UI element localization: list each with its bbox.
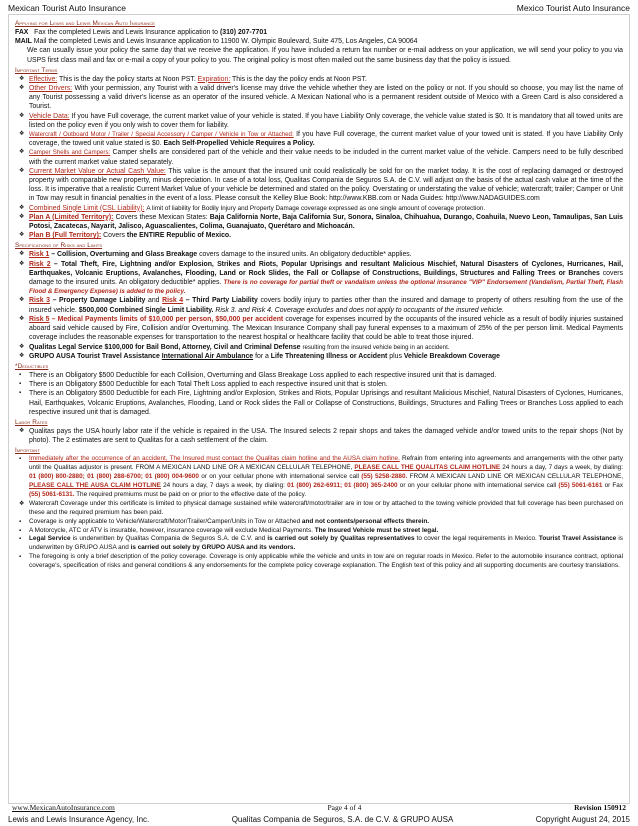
risk34-note: Risk 3. and Risk 4. Coverage excludes and does not apply to occupants of the insured vehicle. [215, 306, 504, 314]
risk2-text: covers damage to the insured units. An obligatory deductible* applies. [29, 269, 624, 287]
list-item [15, 352, 623, 361]
list-item [15, 315, 623, 343]
qualitas-intl-number: (55) 5258-2880. [361, 473, 408, 481]
diamond-bullet-icon: ❖ [19, 427, 25, 434]
diamond-bullet-icon: ❖ [19, 260, 25, 267]
risk2-note: There is no coverage for partial theft or vandalism unless the optional insurance "VIP" Endorsement (Vandalism, Partial Theft, Flash Flood & Emergency Expense) is added to the policy. [29, 279, 623, 296]
plan-a-label: Plan A (Limited Territory): [29, 213, 114, 221]
risk5-bold: – Medical Payments limits of $10,000 per person, $50,000 per accident [51, 315, 284, 323]
diamond-bullet-icon: ❖ [19, 352, 25, 359]
travel-assistance-text: is underwritten by GRUPO AUSA and [29, 535, 623, 552]
fax-line [15, 28, 623, 37]
other-drivers-text: With your permission, any Tourist with a valid driver's license may drive the vehicle whether they are listed on the policy or not. If you should so choose, you may list the name of any Tourist possessing a valid driver's license as an operator of the insured vehicle. A Mexican National who is a permanent resident outside of Mexico with a Green Card is also considered a Tourist. [29, 85, 623, 111]
section-title-risks: Specifications of Risks and Limits [15, 242, 103, 250]
diamond-bullet-icon: ❖ [19, 251, 25, 258]
square-bullet-icon: ▪ [19, 381, 22, 388]
plan-b-label: Plan B (Full Territory): [29, 232, 102, 240]
legal-service-bold2: is carried out solely by Qualitas representatives [267, 535, 415, 543]
important-text2: 24 hours a day, 7 days a week, by dialing: [502, 464, 623, 472]
risk2-label: Risk 2 [29, 260, 51, 268]
header-left: Mexican Tourist Auto Insurance [8, 3, 126, 13]
ausa-intl-number: (55) 5061-6161 [558, 482, 603, 490]
grupo-life: Life Threatening Illness or Accident [270, 352, 388, 360]
diamond-bullet-icon: ❖ [19, 112, 25, 119]
fax-number: (310) 207-7701 [219, 29, 268, 36]
important-text3: or on your cellular phone with international service call [201, 473, 359, 481]
diamond-bullet-icon: ❖ [19, 85, 25, 92]
expiration-label: Expiration: [197, 75, 231, 83]
list-item [15, 204, 623, 213]
section-title-deductibles: *Deductibles [15, 362, 49, 370]
section-title-terms: Important Terms [15, 66, 58, 74]
cmv-label: Current Market Value or Actual Cash Value: [29, 167, 166, 175]
effective-label: Effective: [29, 75, 58, 83]
mail-label: MAIL [15, 38, 32, 46]
list-item [15, 112, 623, 130]
fax-text: Fax the completed Lewis and Lewis Insurance application to [34, 29, 219, 36]
risk5-label: Risk 5 [29, 315, 50, 323]
list-item [15, 500, 623, 518]
square-bullet-icon: ▪ [19, 518, 22, 525]
diamond-bullet-icon: ❖ [19, 213, 25, 220]
terms-list [15, 75, 623, 241]
list-item [15, 380, 623, 389]
diamond-bullet-icon: ❖ [19, 204, 25, 211]
risk1-bold: – Collision, Overturning and Glass Breakage [51, 251, 198, 259]
csl-text: A limit of liability for Bodily Injury and Property Damage coverage expressed as one single amount of coverage protection. [146, 204, 486, 212]
camper-text: Camper shells are considered part of the vehicle and their value needs to be included in the current market value of the vehicle. Campers need to be fully described with the current market value stated separately. [29, 149, 623, 166]
deductibles-list [15, 371, 623, 417]
list-item [15, 75, 623, 84]
motorcycle-text: A Motorcycle, ATC or ATV is insurable, however, insurance coverage will exclude Medical Payments. [29, 526, 313, 534]
vehicle-data-text: If you have Full coverage, the current market value of your vehicle is stated. If you have Liability Only coverage, the vehicle value stated is $0. It is mandatory that all towed units are listed on the policy even if you only wish to cover them for liability. [29, 112, 624, 129]
diamond-bullet-icon: ❖ [19, 232, 25, 239]
watercraft-coverage-text: Watercraft Coverage under this certificate is limited to physical damage sustained while watercraft/motor/trailer are in tow or by attached to the towing vehicle provided that full coverage has been purchased on these and the required premium has been paid. [29, 499, 623, 516]
labor-text: Qualitas pays the USA hourly labor rate if the vehicle is repaired in the USA. The Insured selects 2 repair shops and takes the damaged vehicle and/or towed units to the repair shops (Not by photo). The 2 estimates are sent to Qualitas for a cash settlement of the claim. [29, 427, 623, 445]
list-item [15, 84, 623, 112]
footer-carriers: Qualitas Compania de Seguros, S.A. de C.V. & GRUPO AUSA [231, 815, 454, 824]
coverage-applicable-text: Coverage is only applicable to Vehicle/Watercraft/Motor/Trailer/Camper/Units in Tow or Attached [29, 517, 301, 525]
risk34-csl: $500,000 Combined Single Limit Liability. [78, 306, 214, 314]
risk4-label: Risk 4 [162, 297, 184, 305]
deductible-text: There is an Obligatory $500 Deductible for each Collision, Overturning and Glass Breakage Loss applied to each respective insured unit that is damaged. [29, 371, 497, 379]
applying-paragraph: We can usually issue your policy the same day that we receive the application. If you have included a return fax number or e-mail address on your application, we will send your policy to you via USPS first class mail and fax or e-mail a copy of your policy to you. The original policy is most often mailed out the same business day that the policy is issued. [27, 47, 623, 64]
qualitas-hotline: PLEASE CALL THE QUALITAS CLAIM HOTLINE [354, 464, 501, 472]
bottom-footer [8, 815, 630, 824]
diamond-bullet-icon: ❖ [19, 149, 25, 156]
plan-a-states: Baja California Norte, Baja California Sur, Sonora, Sinaloa, Chihuahua, Durango, Coahuila, Nuevo Leon, Tamaulipas, San Luis Potosi, Zacatecas, Nayarit, Jalisco, Aguascalientes, Colima, Guanajuato, Querétaro and Michoacán. [29, 213, 623, 231]
watercraft-text: If you have Full coverage, the current market value of your towed unit is stated. If you have Liability Only coverage, the towed unit value stated is $0. [29, 131, 624, 148]
square-bullet-icon: ▪ [19, 536, 22, 543]
watercraft-label: Watercraft / Outboard Motor / Trailer / Special Accessory / Camper / Vehicle in Tow or Attached: [29, 131, 294, 139]
section-title-applying: Applying for Lewis and Lewis Mexican Auto Insurance [15, 20, 155, 27]
list-item [15, 389, 623, 417]
diamond-bullet-icon: ❖ [19, 131, 25, 138]
ausa-fax-number: (55) 5061-6131. [29, 490, 75, 498]
footer-agency: Lewis and Lewis Insurance Agency, Inc. [8, 815, 150, 824]
expiration-text: This is the day the policy ends at Noon PST. [232, 75, 367, 83]
camper-label: Camper Shells and Campers: [29, 149, 111, 157]
mail-line [15, 37, 623, 46]
foregoing-text: The foregoing is only a brief description of the policy coverage. Coverage is only applicable while the vehicle and units in tow are on regular roads in Mexico. Refer to the automobile insurance contract, optional coverage's, specification of risks and general conditions & any endorsements for the complete policy coverage explanation. The English text of this policy and all supporting documents are courtesy translations. [29, 553, 623, 570]
list-item [15, 343, 623, 352]
diamond-bullet-icon: ❖ [19, 167, 25, 174]
square-bullet-icon: ▪ [19, 371, 22, 378]
diamond-bullet-icon: ❖ [19, 343, 25, 350]
document-page [8, 14, 630, 804]
risk3-and: and [148, 297, 160, 305]
other-drivers-label: Other Drivers: [29, 85, 73, 93]
labor-list [15, 427, 623, 445]
list-item [15, 553, 623, 571]
list-item [15, 518, 623, 527]
legal-service-text: is underwritten by Qualitas Compania de Seguros S.A. de C.V. and [72, 535, 266, 543]
risk3-label: Risk 3 [29, 297, 50, 305]
square-bullet-icon: ▪ [19, 554, 22, 561]
section-title-labor: Labor Rates [15, 418, 48, 426]
risk1-text: covers damage to the insured units. An obligatory deductible* applies. [199, 251, 412, 259]
important-or: or Fax [604, 482, 624, 490]
diamond-bullet-icon: ❖ [19, 297, 25, 304]
grupo-plus: plus [389, 352, 402, 360]
vehicle-data-label: Vehicle Data: [29, 112, 70, 120]
section-title-important: Important [15, 447, 40, 455]
square-bullet-icon: ▪ [19, 527, 22, 534]
important-text5: 24 hours a day, 7 days a week, by dialing: [163, 482, 285, 490]
grupo-mid: for a [255, 352, 269, 360]
list-item [15, 231, 623, 240]
risk34-text: covers bodily injury to parties other than the insured and damage to property of others resulting from the use of the insured vehicle. [29, 297, 624, 314]
important-text7: The required premiums must be paid on or prior to the effective date of the policy. [76, 490, 307, 498]
coverage-applicable-bold: and not contents/personal effects therein. [301, 517, 430, 525]
risk2-bold: – Total Theft, Fire, Lightning and/or Explosion, Strikes and Riots, Popular Uprisings and resultant Malicious Mischief, Natural Disasters of Cyclones, Hurricanes, Hail, Earthquakes, Volcanic Eruptions, Avalanches, Flooding, Land or Rock Slides, the Fall or Collapse of Constructions, Buildings, Structures and Falling Trees or Branches [29, 260, 623, 277]
important-list [15, 455, 623, 571]
motorcycle-bold: The Insured Vehicle must be street legal. [314, 526, 439, 534]
list-item [15, 296, 623, 314]
important-text6: or on your cellular phone with international service call [399, 482, 557, 490]
ausa-numbers: 01 (800) 262-6911; 01 (800) 365-2400 [287, 482, 398, 490]
csl-label: Combined Single Limit (CSL Liability): [29, 204, 145, 212]
list-item [15, 527, 623, 536]
footer-copyright: Copyright August 24, 2015 [535, 815, 630, 824]
watercraft-bold: Each Self-Propelled Vehicle Requires a Policy. [163, 140, 315, 148]
list-item [15, 167, 623, 204]
footer-page-number: Page 4 of 4 [327, 803, 362, 812]
legal-text: resulting from the insured vehicle being in an accident. [302, 343, 450, 351]
diamond-bullet-icon: ❖ [19, 75, 25, 82]
square-bullet-icon: ▪ [19, 390, 22, 397]
plan-a-text: Covers these Mexican States: [115, 213, 208, 221]
list-item [15, 213, 623, 231]
list-item [15, 455, 623, 500]
ausa-hotline: PLEASE CALL THE AUSA CLAIM HOTLINE [29, 482, 161, 490]
header-right: Mexico Tourist Auto Insurance [516, 3, 630, 13]
risk3-bold: – Property Damage Liability [52, 297, 146, 305]
plan-b-text: Covers [103, 232, 125, 240]
important-text: Refrain from entering into agreements and arrangements with the other party until the Qualitas adjustor is present. FROM A MEXICAN LAND LINE OR A MEXICAN CELLULAR TELEPHONE, [29, 455, 623, 472]
fax-label: FAX [15, 29, 29, 36]
legal-bold: Qualitas Legal Service $100,000 for Bail Bond, Attorney, Civil and Criminal Defense [29, 343, 301, 351]
diamond-bullet-icon: ❖ [19, 500, 25, 507]
list-item [15, 250, 623, 259]
legal-service-text2: to cover the legal requirements in Mexico. [416, 535, 537, 543]
risk4-bold: – Third Party Liability [185, 297, 258, 305]
risks-list [15, 250, 623, 360]
page-footer [12, 803, 626, 812]
list-item [15, 427, 623, 445]
list-item [15, 260, 623, 297]
plan-b-bold: the ENTIRE Republic of Mexico. [126, 232, 232, 240]
grupo-end: Vehicle Breakdown Coverage [403, 352, 500, 360]
risk1-label: Risk 1 [29, 251, 50, 259]
square-bullet-icon: ▪ [19, 456, 22, 463]
footer-revision: Revision 150912 [574, 803, 626, 812]
list-item [15, 130, 623, 148]
important-red: Immediately after the occurrence of an accident, The Insured must contact the Qualitas claim hotline and the AUSA claim hotline. [29, 455, 400, 463]
cmv-text: This value is the amount that the insured unit could realistically be sold for on the market today. It is the cost of replacing damaged or destroyed property with comparable new property, minus depreciation. In case of a total loss, Qualitas Compania de Seguros S.A. de C.V. will adjust on the basis of the actual cash value at the time of the loss. It is imperative that a realistic Current Market Value of your vehicle be determined and stated on the policy. Overstating or understating the value of vehicle; watercraft; trailer; Camper or Unit in Tow may result in financial penalties in the event of a loss. Please consult the Kelley Blue Book: http://www.KBB.com or Nada Guides: http://www.NADAGUIDES.com [29, 167, 624, 203]
diamond-bullet-icon: ❖ [19, 315, 25, 322]
list-item [15, 148, 623, 166]
travel-assistance-bold2: is carried out solely by GRUPO AUSA and its vendors. [130, 544, 296, 552]
legal-service-bold: Legal Service [29, 535, 71, 543]
footer-site-link[interactable]: www.MexicanAutoInsurance.com [12, 803, 115, 812]
important-text4: FROM A MEXICAN LAND LINE OR MEXICAN CELLULAR TELEPHONE, [409, 473, 623, 481]
grupo-air-ambulance: International Air Ambulance [161, 352, 254, 360]
effective-text: This is the day the policy starts at Noon PST. [59, 75, 196, 83]
grupo-bold: GRUPO AUSA Tourist Travel Assistance [29, 352, 160, 360]
list-item [15, 371, 623, 380]
list-item [15, 535, 623, 553]
running-header [8, 3, 630, 13]
deductible-text: There is an Obligatory $500 Deductible for each Total Theft Loss applied to each respective insured unit that is stolen. [29, 381, 388, 389]
risk5-text: coverage for expenses incurred by the occupants of the insured vehicle as a result of bodily injuries sustained aboard said vehicle caused by Fire, Collision and/or Overturning. The Mexican Insurance Company shall pay funeral expenses to a maximum of 25% of the per person limit. Medical Payments coverage includes the reasonable expenses for transportation to the nearest hospital or healthcare facility that could be able to treat those injured. [29, 315, 623, 342]
mail-text: Mail the completed Lewis and Lewis Insurance application to 11900 W. Olympic Boulevard, Suite 475, Los Angeles, CA 90064 [33, 38, 418, 46]
deductible-text: There is an Obligatory $500 Deductible for each Fire, Lightning and/or Explosion, Strikes and Riots, Popular Uprisings and resultant Malicious Mischief, Natural Disasters of Cyclones, Hurricanes, Hail, Earthquakes, Volcanic Eruptions, Avalanches, Flooding, Land or Rock slides the Fall or Collapse of Constructions, Buildings, Structures and Falling Trees or Branches Loss applied to each respective insured unit that is damaged. [29, 390, 623, 416]
qualitas-numbers: 01 (800) 800-2880; 01 (800) 288-6700; 01 (800) 004-9600 [29, 473, 199, 481]
travel-assistance-bold: Tourist Travel Assistance [538, 535, 617, 543]
